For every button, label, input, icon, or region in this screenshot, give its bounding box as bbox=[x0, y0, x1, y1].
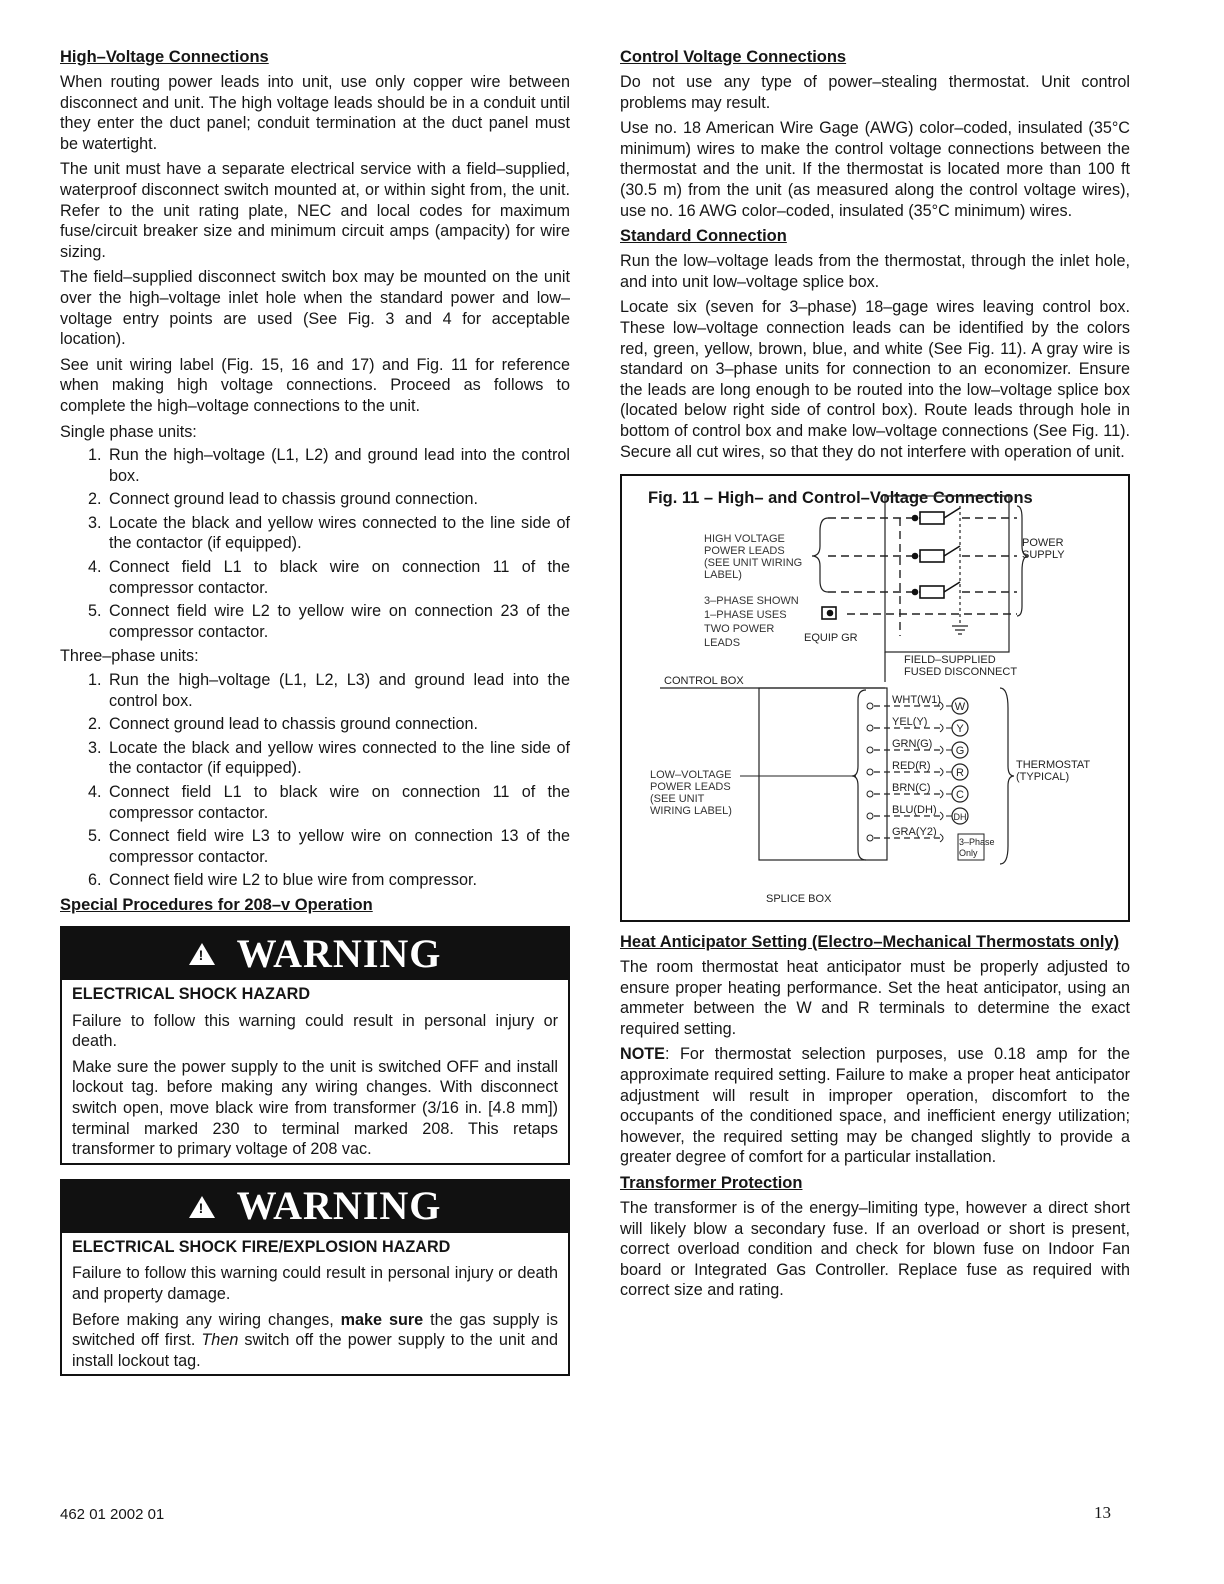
power-supply-brace bbox=[1017, 506, 1028, 616]
low-voltage-label bbox=[650, 769, 732, 817]
wire-end bbox=[940, 746, 943, 754]
disconnect-box bbox=[885, 496, 1009, 652]
warning-banner bbox=[62, 928, 568, 980]
terminal-label: W bbox=[954, 701, 966, 714]
list-item: 5. Connect field wire L2 to yellow wire on connection 23 of the compressor contactor. bbox=[88, 602, 570, 641]
three-phase-only-label: 3–Phase bbox=[959, 837, 995, 848]
disconnect-label: FIELD–SUPPLIED bbox=[904, 654, 996, 667]
list-item: 4. Connect field L1 to black wire on connection 11 of the compressor contactor. bbox=[88, 558, 570, 597]
wire-end bbox=[940, 768, 943, 776]
paragraph: Run the low–voltage leads from the thermostat, through the inlet hole, and into unit low–voltage splice box. bbox=[620, 252, 1130, 291]
single-phase-label: Single phase units: bbox=[60, 422, 197, 441]
warning-text: Before making any wiring changes, make sure the gas supply is switched off first. Then switch off the power supply to the unit and install lockout tag. bbox=[72, 1310, 558, 1370]
wire-label: GRA(Y2) bbox=[892, 826, 937, 839]
paragraph: See unit wiring label (Fig. 15, 16 and 17) and Fig. 11 for reference when making high voltage connections. Proceed as follows to complete the high–voltage connections to the unit. bbox=[60, 355, 570, 415]
high-voltage-label bbox=[704, 533, 802, 581]
left-column bbox=[60, 47, 570, 1388]
thermostat-brace bbox=[1000, 688, 1014, 864]
wire-label: GRN(G) bbox=[892, 738, 933, 751]
list-item: 1. Run the high–voltage (L1, L2) and ground lead into the control box. bbox=[88, 446, 570, 485]
list-item: 2. Connect ground lead to chassis ground connection. bbox=[88, 715, 478, 734]
paragraph: When routing power leads into unit, use only copper wire between disconnect and unit. The high voltage leads should be in a conduit until they enter the duct panel; conduit termination at the duct panel must be watertight. bbox=[60, 73, 570, 153]
warning-title: WARNING bbox=[236, 930, 442, 976]
terminal-label: DH bbox=[953, 812, 967, 823]
right-column bbox=[620, 47, 1130, 1306]
svg-text:LEADS: LEADS bbox=[704, 637, 741, 650]
ground-symbol bbox=[952, 626, 968, 634]
lead-brace bbox=[852, 690, 866, 860]
warning-text: Make sure the power supply to the unit is switched OFF and install lockout tag. before making any wiring changes. With disconnect switch open, move black wire from transformer (3/16 in. [4.8 mm]) terminal marked 230 to terminal marked 208. This retaps transformer to primary voltage of 208 vac. bbox=[72, 1057, 558, 1159]
warning-banner bbox=[62, 1181, 568, 1233]
figure-11-wiring-diagram bbox=[620, 474, 1130, 922]
paragraph: The unit must have a separate electrical service with a field–supplied, waterproof disconnect switch mounted at, or within sight from, the unit. Refer to the unit rating plate, NEC and local codes for maximum fuse/circuit breaker size and minimum circuit amps (ampacity) for wire sizing. bbox=[60, 160, 570, 261]
paragraph: The transformer is of the energy–limiting type, however a direct short will likely blow a secondary fuse. If an overload or short is present, correct overload condition and check for blown fuse on Indoor Fan board or Integrated Gas Controller. Replace fuse as required with correct size and rating. bbox=[620, 1199, 1130, 1300]
control-wire-rows bbox=[867, 694, 968, 842]
svg-text:1–PHASE USES: 1–PHASE USES bbox=[704, 609, 787, 622]
paragraph: The room thermostat heat anticipator must be properly adjusted to ensure proper heating performance. Set the heat anticipator, using an ammeter between the W and R terminals to determine the exact required setting. bbox=[620, 958, 1130, 1038]
hv-brace bbox=[812, 518, 828, 592]
warning-box-fire bbox=[60, 1179, 570, 1377]
three-phase-label: Three–phase units: bbox=[60, 647, 199, 666]
paragraph: Do not use any type of power–stealing thermostat. Unit control problems may result. bbox=[620, 73, 1130, 112]
svg-text:HIGH VOLTAGE: HIGH VOLTAGE bbox=[704, 533, 785, 546]
svg-text:(SEE UNIT WIRING: (SEE UNIT WIRING bbox=[704, 557, 803, 570]
svg-text:3–PHASE SHOWN: 3–PHASE SHOWN bbox=[704, 595, 799, 608]
warning-triangle-icon: ! bbox=[189, 1196, 215, 1218]
wire-label: BLU(DH) bbox=[892, 804, 937, 817]
list-item: 4. Connect field L1 to black wire on connection 11 of the compressor contactor. bbox=[88, 783, 570, 822]
hazard-label: ELECTRICAL SHOCK HAZARD bbox=[72, 984, 311, 1003]
wire-label: RED(R) bbox=[892, 760, 931, 773]
warning-text: Failure to follow this warning could result in personal injury or death. bbox=[72, 1011, 558, 1051]
wire-label: BRN(C) bbox=[892, 782, 931, 795]
three-phase-steps bbox=[60, 670, 570, 891]
wire-end bbox=[940, 724, 943, 732]
hazard-label: ELECTRICAL SHOCK FIRE/EXPLOSION HAZARD bbox=[72, 1237, 451, 1256]
svg-text:POWER LEADS: POWER LEADS bbox=[704, 545, 785, 558]
splice-connector bbox=[867, 791, 873, 797]
standard-connection-heading: Standard Connection bbox=[620, 227, 787, 246]
wiring-diagram-svg bbox=[622, 476, 1128, 916]
warning-title: WARNING bbox=[236, 1183, 442, 1229]
high-voltage-heading: High–Voltage Connections bbox=[60, 48, 269, 66]
splice-connector bbox=[867, 835, 873, 841]
note-paragraph: NOTE: For thermostat selection purposes, use 0.18 amp for the approximate required setting. Failure to make a proper heat anticipator adjustment will result in improper operation, discomfort to the occupants of the conditioned space, and inefficient energy utilization; however, the required setting may be changed slightly to provide a greater degree of comfort for a particular installation. bbox=[620, 1045, 1130, 1167]
single-phase-steps bbox=[60, 445, 570, 642]
svg-text:TWO POWER: TWO POWER bbox=[704, 623, 775, 636]
wire-label: WHT(W1) bbox=[892, 694, 941, 707]
splice-connector bbox=[867, 703, 873, 709]
figure-title: Fig. 11 – High– and Control–Voltage Connections bbox=[648, 489, 1033, 508]
thermostat-label: (TYPICAL) bbox=[1016, 771, 1070, 784]
splice-box-label: SPLICE BOX bbox=[766, 893, 832, 906]
svg-text:(SEE UNIT: (SEE UNIT bbox=[650, 793, 705, 806]
svg-text:LABEL): LABEL) bbox=[704, 569, 742, 582]
control-voltage-heading: Control Voltage Connections bbox=[620, 48, 847, 66]
wire-end bbox=[940, 812, 943, 820]
paragraph: Locate six (seven for 3–phase) 18–gage wires leaving control box. These low–voltage connection leads can be identified by the colors red, green, yellow, brown, blue, and white (See Fig. 11). A gray wire is standard on 3–phase units for connection to an economizer. Ensure the leads are long enough to be routed into the low–voltage splice box (located below right side of control box). Route leads through hole in bottom of control box and make low–voltage connections (See Fig. 11). Secure all cut wires, so that they do not interfere with operation of unit. bbox=[620, 298, 1130, 461]
disconnect-label: FUSED DISCONNECT bbox=[904, 666, 1018, 679]
wire-end bbox=[940, 790, 943, 798]
terminal-label: G bbox=[955, 745, 965, 758]
list-item: 1. Run the high–voltage (L1, L2, L3) and ground lead into the control box. bbox=[88, 671, 570, 710]
list-item: 3. Locate the black and yellow wires connected to the line side of the contactor (if equipped). bbox=[88, 738, 570, 778]
terminal-label: Y bbox=[956, 723, 964, 736]
terminal-label: C bbox=[956, 789, 964, 802]
splice-connector bbox=[867, 725, 873, 731]
transformer-protection-heading: Transformer Protection bbox=[620, 1174, 803, 1193]
list-item: 2. Connect ground lead to chassis ground connection. bbox=[88, 490, 478, 509]
page-number: 13 bbox=[1094, 1503, 1111, 1522]
list-item: 3. Locate the black and yellow wires connected to the line side of the contactor (if equipped). bbox=[88, 513, 570, 553]
control-box-label: CONTROL BOX bbox=[664, 675, 744, 688]
wire-end bbox=[940, 834, 943, 842]
terminal-label: R bbox=[956, 767, 964, 780]
splice-connector bbox=[867, 813, 873, 819]
paragraph: The field–supplied disconnect switch box may be mounted on the unit over the high–voltage inlet hole when the standard power and low–voltage entry points are used (See Fig. 3 and 4 for acceptable location). bbox=[60, 268, 570, 349]
warning-text: Failure to follow this warning could result in personal injury or death and property damage. bbox=[72, 1264, 558, 1303]
phase-label bbox=[704, 595, 799, 649]
warning-triangle-icon: ! bbox=[189, 943, 215, 965]
document-number: 462 01 2002 01 bbox=[60, 1506, 165, 1523]
splice-connector bbox=[867, 769, 873, 775]
wire-label: YEL(Y) bbox=[892, 716, 928, 729]
fused-disconnect-switches bbox=[822, 508, 960, 619]
warning-box-shock bbox=[60, 926, 570, 1165]
power-supply-label: SUPPLY bbox=[1022, 549, 1065, 562]
paragraph: Use no. 18 American Wire Gage (AWG) color–coded, insulated (35°C minimum) wires to make the control voltage connections between the thermostat and the unit. If the thermostat is located more than 100 ft (30.5 m) from the unit (as measured along the control voltage wires), use no. 16 AWG color–coded, insulated (35°C minimum) wires. bbox=[620, 119, 1130, 220]
heat-anticipator-heading: Heat Anticipator Setting (Electro–Mechanical Thermostats only) bbox=[620, 933, 1120, 952]
svg-text:POWER LEADS: POWER LEADS bbox=[650, 781, 731, 794]
list-item: 5. Connect field wire L3 to yellow wire on connection 13 of the compressor contactor. bbox=[88, 827, 570, 866]
hv-dashed-leads bbox=[828, 518, 1017, 636]
svg-text:LOW–VOLTAGE: LOW–VOLTAGE bbox=[650, 769, 732, 782]
list-item: 6. Connect field wire L2 to blue wire from compressor. bbox=[88, 871, 477, 890]
equip-gr-label: EQUIP GR bbox=[804, 632, 858, 645]
splice-connector bbox=[867, 747, 873, 753]
special-procedures-heading: Special Procedures for 208–v Operation bbox=[60, 895, 373, 914]
three-phase-only-label: Only bbox=[959, 848, 978, 859]
svg-text:WIRING LABEL): WIRING LABEL) bbox=[650, 805, 732, 818]
power-supply-label: POWER bbox=[1022, 537, 1064, 550]
thermostat-label: THERMOSTAT bbox=[1016, 759, 1091, 772]
